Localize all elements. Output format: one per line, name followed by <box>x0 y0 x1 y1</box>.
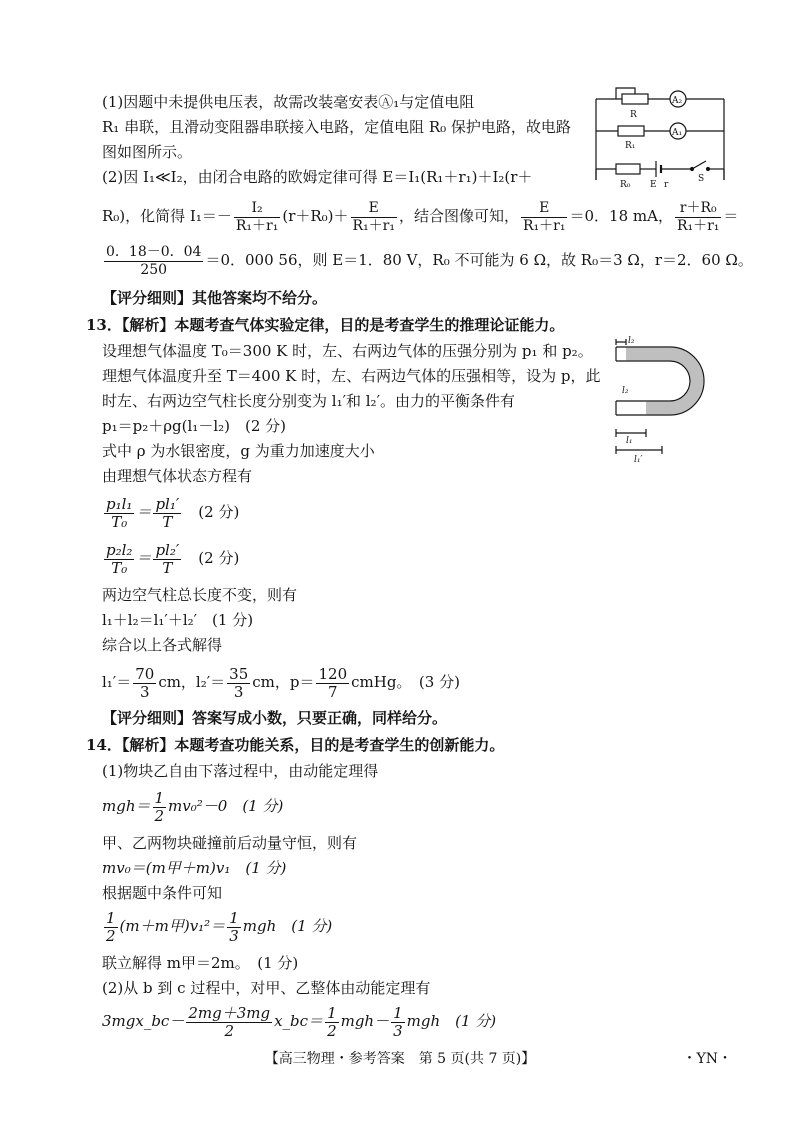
q13-line3: 时左、右两边空气柱长度分别变为 l₁′和 l₂′。由力的平衡条件有 <box>102 392 515 410</box>
label-R0: R₀ <box>620 180 631 190</box>
q14-line6: (2)从 b 到 c 过程中，对甲、乙整体由动能定理有 <box>102 979 431 997</box>
fraction: $\frac{\text{p₁l₁}}{\text{T₀}}$ <box>106 494 133 531</box>
fraction: $\frac{\text{pl₂′}}{T}$ <box>155 540 180 577</box>
fraction: $\frac{35}{3}$ <box>229 664 249 701</box>
label-l1: l₁ <box>626 436 633 446</box>
q12-scoring: 【评分细则】其他答案均不给分。 <box>102 289 328 307</box>
q14-eq3: 3mgx_bc－ $\frac{2mg+3mg}{2}$ x_bc＝ $\frac{1}{2}$ mgh－ $\frac{1}{3}$ mgh (1 分) <box>102 1003 497 1040</box>
label-l1-prime: l₁′ <box>634 455 643 465</box>
fraction: $\frac{2mg+3mg}{2}$ <box>188 1003 271 1040</box>
q12-p2-line2: R₀)，化简得 I₁＝－ $\frac{\text{I₂}}{\text{R₁＋r₁}}$ (r＋R₀)＋ $\frac{E}{\text{R₁＋r₁}}$ ，结合图像可知， $\frac{E}{\text{R₁＋r₁}}$ ＝0．18 mA， $\frac{\text{r＋R₀}}{\text{R₁＋r₁}}$ ＝ <box>102 199 739 234</box>
q13-line1: 设理想气体温度 T₀＝300 K 时，左、右两边气体的压强分别为 p₁ 和 p₂。 <box>102 342 593 360</box>
q12-p1-line1: (1)因题中未提供电压表，故需改装毫安表Ⓐ₁与定值电阻 <box>102 93 475 111</box>
q13-heading: 13．【解析】本题考查气体实验定律，目的是考查学生的推理论证能力。 <box>86 316 565 334</box>
q13-line6: 由理想气体状态方程有 <box>102 467 253 485</box>
fraction: $\frac{\text{I₂}}{\text{R₁＋r₁}}$ <box>235 199 279 234</box>
fraction: $\frac{\text{r＋R₀}}{\text{R₁＋r₁}}$ <box>676 199 720 234</box>
label-R1: R₁ <box>625 141 636 151</box>
label-l2-inner: l₂ <box>622 386 629 396</box>
q12-p1-line2: R₁ 串联，且滑动变阻器串联接入电路，定值电阻 R₀ 保护电路，故电路 <box>102 118 571 136</box>
q14-line4: 根据题中条件可知 <box>102 884 223 902</box>
q13-eq-state1: $\frac{\text{p₁l₁}}{\text{T₀}}$ ＝ $\frac{\text{pl₁′}}{T}$ (2 分) <box>106 494 240 531</box>
fraction: $\frac{E}{\text{R₁＋r₁}}$ <box>523 199 566 234</box>
q14-line5: 联立解得 m甲＝2m。 (1 分) <box>102 954 299 972</box>
fraction: $\frac{E}{\text{R₁＋r₁}}$ <box>352 199 395 234</box>
q13-eq-balance: p₁＝p₂＋ρg(l₁－l₂) (2 分) <box>102 417 286 435</box>
fraction: $\frac{1}{2}$ <box>106 908 116 945</box>
q12-p2-line3: $\frac{0.18-0.04}{250}$ ＝0．000 56，则 E＝1．80 V，R₀ 不可能为 6 Ω，故 R₀＝3 Ω，r＝2．60 Ω。 <box>106 243 753 278</box>
q14-eq2: $\frac{1}{2}$ (m＋m甲)v₁²＝ $\frac{1}{3}$ mgh (1 分) <box>106 908 333 945</box>
q14-heading: 14．【解析】本题考查功能关系，目的是考查学生的创新能力。 <box>86 736 505 754</box>
q13-scoring: 【评分细则】答案写成小数，只要正确，同样给分。 <box>102 709 448 727</box>
fraction: $\frac{1}{3}$ <box>393 1003 403 1040</box>
fraction: $\frac{70}{3}$ <box>135 664 155 701</box>
q13-result: l₁′＝ $\frac{70}{3}$ cm，l₂′＝ $\frac{35}{3}$ cm，p＝ $\frac{120}{7}$ cmHg。 (3 分) <box>102 664 460 701</box>
circuit-diagram <box>592 85 732 193</box>
q12-p1-line3: 图如图所示。 <box>102 143 193 161</box>
fraction: $\frac{1}{2}$ <box>327 1003 337 1040</box>
q14-line1: (1)物块乙自由下落过程中，由动能定理得 <box>102 762 379 780</box>
q14-eq-momentum: mv₀＝(m甲＋m)v₁ (1 分) <box>102 859 287 877</box>
q14-eq1: mgh＝ $\frac{1}{2}$ mv₀²－0 (1 分) <box>102 788 284 825</box>
label-r: r <box>664 180 669 190</box>
q13-eq-state2: $\frac{\text{p₂l₂}}{\text{T₀}}$ ＝ $\frac{\text{pl₂′}}{T}$ (2 分) <box>106 540 240 577</box>
q13-line7: 两边空气柱总长度不变，则有 <box>102 586 298 604</box>
q13-line5: 式中 ρ 为水银密度，g 为重力加速度大小 <box>102 442 375 460</box>
fraction: $\frac{\text{p₂l₂}}{\text{T₀}}$ <box>106 540 133 577</box>
label-l2: l₂ <box>628 336 635 346</box>
fraction: $\frac{\text{pl₁′}}{T}$ <box>155 494 180 531</box>
q13-line2: 理想气体温度升至 T＝400 K 时，左、右两边气体的压强相等，设为 p，此 <box>102 367 601 385</box>
fraction: $\frac{1}{3}$ <box>229 908 239 945</box>
page-mark: ・YN・ <box>682 1051 732 1067</box>
label-E: E <box>650 180 657 190</box>
label-A1: A₁ <box>672 128 683 138</box>
q14-line2: 甲、乙两物块碰撞前后动量守恒，则有 <box>102 834 358 852</box>
fraction: $\frac{120}{7}$ <box>318 664 348 701</box>
fraction: $\frac{1}{2}$ <box>154 788 165 825</box>
label-S: S <box>698 174 705 184</box>
q12-p2-line1: (2)因 I₁≪I₂，由闭合电路的欧姆定律可得 E＝I₁(R₁＋r₁)＋I₂(r＋ <box>102 168 533 186</box>
label-R: R <box>630 110 637 120</box>
page-footer: 【高三物理・参考答案 第 5 页(共 7 页)】 <box>264 1051 536 1067</box>
label-A2: A₂ <box>672 96 683 106</box>
fraction: $\frac{0.18-0.04}{250}$ <box>106 243 202 278</box>
u-tube-diagram <box>612 335 722 470</box>
q13-eq-length: l₁＋l₂＝l₁′＋l₂′ (1 分) <box>102 611 254 629</box>
q13-line9: 综合以上各式解得 <box>102 636 223 654</box>
